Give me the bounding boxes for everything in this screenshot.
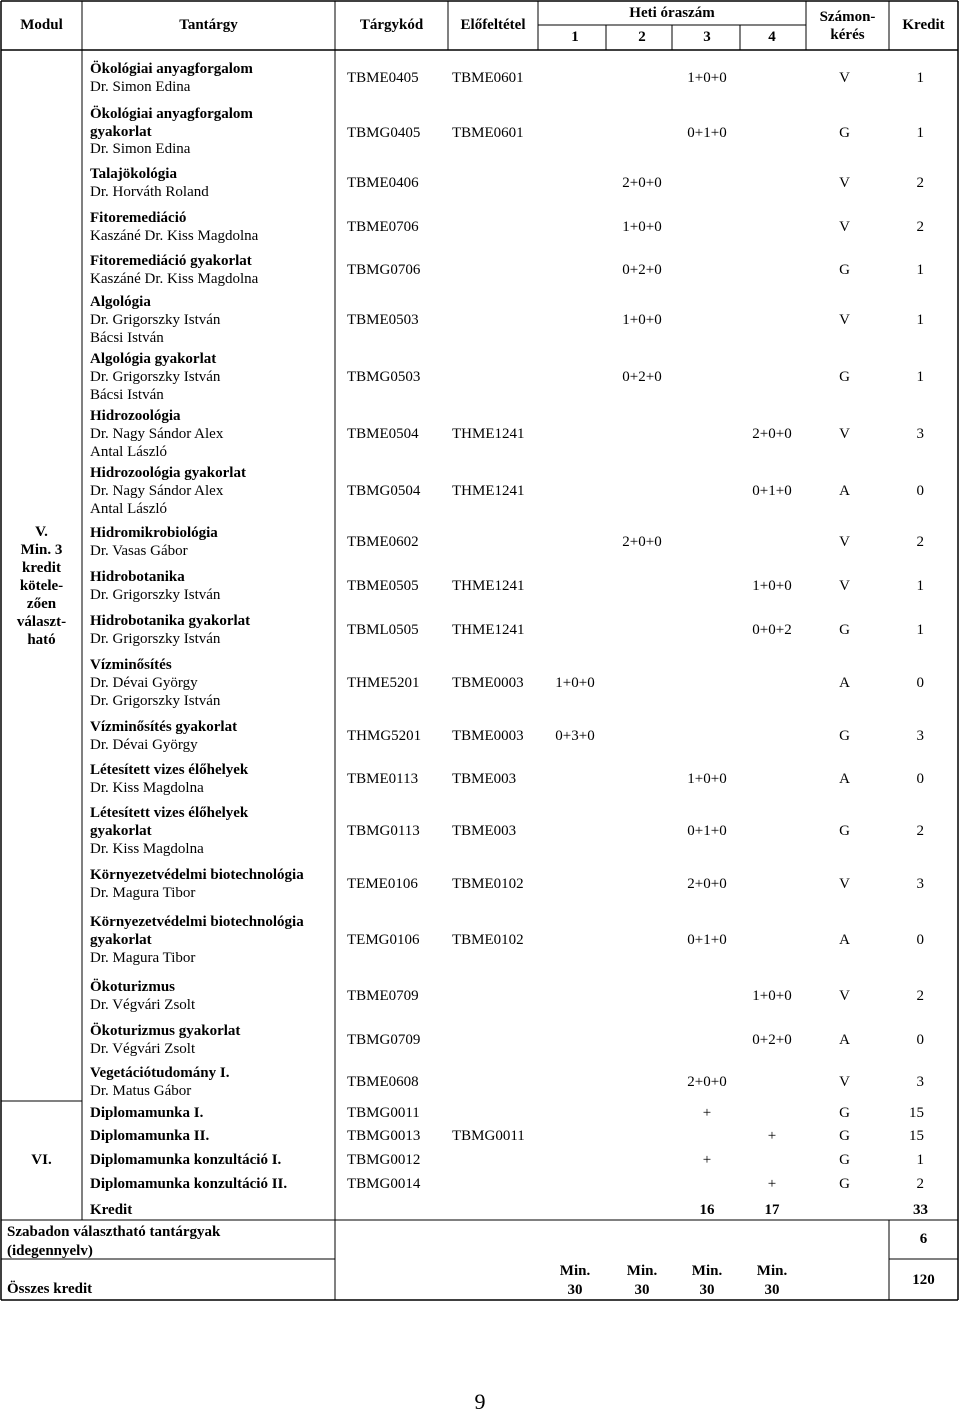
course-credit: 2 (916, 218, 924, 235)
osszes-label: Összes kredit (7, 1281, 93, 1297)
osszes-min-label: Min. (559, 1263, 591, 1279)
course-credit: 0 (916, 932, 924, 948)
course-title: Fitoremediáció (90, 209, 187, 226)
kredit-label: Kredit (90, 1202, 133, 1218)
course-prereq: TBME0601 (452, 124, 524, 141)
course-hours: 1+0+0 (622, 218, 662, 235)
header-szamonkeres: Számon- (819, 9, 876, 25)
course-title: Hidrozoológia (90, 407, 181, 424)
course-hours: 0+1+0 (687, 124, 727, 141)
course-code: TBME0602 (347, 533, 419, 550)
header-sem-3: 3 (703, 29, 711, 45)
course-exam: V (839, 1073, 850, 1090)
course-hours: 0+1+0 (687, 823, 727, 839)
course-hours: 2+0+0 (752, 425, 792, 442)
course-detail: Dr. Simon Edina (90, 78, 191, 95)
course-detail: Bácsi István (90, 330, 164, 346)
course-prereq: TBME003 (452, 771, 517, 787)
course-hours: 1+0+0 (752, 988, 792, 1004)
course-credit: 0 (916, 482, 924, 499)
course-exam: G (839, 1128, 850, 1144)
course-prereq: THME1241 (452, 425, 525, 442)
course-hours: 0+2+0 (622, 368, 662, 385)
course-exam: V (839, 988, 850, 1004)
course-exam: A (839, 932, 850, 948)
course-credit: 0 (916, 675, 924, 691)
course-hours: 0+1+0 (752, 482, 792, 499)
osszes-min-value: 30 (634, 1282, 650, 1298)
course-credit: 3 (916, 727, 924, 744)
course-title: Környezetvédelmi biotechnológia (90, 866, 304, 883)
osszes-min-label: Min. (626, 1263, 658, 1279)
course-detail: Antal László (90, 443, 168, 460)
course-prereq: THME1241 (452, 578, 525, 594)
course-hours: 2+0+0 (687, 875, 727, 892)
course-title: Ökológiai anyagforgalom (90, 60, 253, 77)
course-detail: Kaszáné Dr. Kiss Magdolna (90, 271, 259, 287)
course-title: Fitoremediáció gyakorlat (90, 253, 252, 269)
course-credit: 1 (916, 622, 924, 638)
course-prereq: THME1241 (452, 622, 525, 638)
course-title: Környezetvédelmi biotechnológia (90, 914, 304, 930)
osszes-min-value: 30 (567, 1282, 583, 1298)
header-targykod: Tárgykód (359, 17, 424, 33)
course-exam: G (839, 1152, 850, 1168)
kredit-sem-3: 16 (699, 1202, 715, 1218)
course-credit: 1 (916, 368, 924, 385)
course-exam: V (839, 578, 850, 594)
course-code: TBMG0013 (347, 1128, 421, 1144)
course-credit: 15 (909, 1128, 924, 1144)
course-title: Vízminősítés gyakorlat (90, 718, 238, 735)
course-hours: 1+0+0 (622, 312, 662, 328)
course-detail: Dr. Horváth Roland (90, 183, 209, 200)
course-detail: Dr. Grigorszky István (90, 312, 221, 328)
kredit-total: 33 (913, 1202, 928, 1218)
header-heti-oraszam: Heti óraszám (629, 5, 715, 21)
course-credit: 2 (916, 174, 924, 191)
course-code: TEME0106 (347, 875, 418, 892)
module-v-label: ható (27, 631, 56, 648)
course-title: Algológia gyakorlat (90, 350, 217, 367)
szabadon-label: Szabadon választható tantárgyak (7, 1224, 221, 1240)
course-exam: V (839, 312, 850, 328)
course-code: TBME0505 (347, 578, 419, 594)
course-detail: Dr. Grigorszky István (90, 368, 221, 385)
course-hours: 0+3+0 (555, 727, 595, 744)
course-hours: + (702, 1104, 712, 1121)
course-code: TBME0503 (347, 312, 419, 328)
course-exam: A (839, 771, 850, 787)
course-credit: 1 (916, 124, 924, 141)
course-code: TBMG0405 (347, 124, 421, 141)
course-title: Ökoturizmus (90, 979, 176, 995)
course-exam: V (839, 875, 850, 892)
course-prereq: THME1241 (452, 482, 525, 499)
course-code: TBME0504 (347, 425, 419, 442)
course-code: TBMG0011 (347, 1104, 420, 1121)
course-title: Létesített vizes élőhelyek (90, 805, 249, 821)
course-hours: 0+0+2 (752, 622, 792, 638)
course-exam: G (839, 1104, 850, 1121)
course-detail: Dr. Dévai György (90, 736, 198, 753)
course-exam: G (839, 262, 850, 278)
osszes-min-label: Min. (756, 1263, 788, 1279)
course-title: Hidrozoológia gyakorlat (90, 464, 246, 481)
course-credit: 0 (916, 1032, 924, 1048)
course-detail: Dr. Kiss Magdolna (90, 841, 204, 857)
header-tantargy: Tantárgy (179, 17, 238, 33)
course-code: TBMG0113 (347, 823, 420, 839)
course-credit: 1 (916, 262, 924, 278)
course-title: Hidrobotanika (90, 569, 185, 585)
course-code: TBMG0012 (347, 1152, 421, 1168)
course-prereq: TBME0102 (452, 932, 524, 948)
course-detail: Dr. Vasas Gábor (90, 542, 188, 559)
course-code: TBMG0014 (347, 1176, 421, 1192)
course-detail: gyakorlat (90, 932, 152, 948)
course-title: Ökoturizmus gyakorlat (90, 1023, 241, 1039)
course-title: Diplomamunka I. (90, 1104, 204, 1121)
module-v-label: választ- (16, 613, 67, 630)
course-title: Talajökológia (90, 165, 177, 182)
course-credit: 15 (909, 1104, 924, 1121)
course-hours: + (767, 1176, 777, 1192)
course-exam: A (839, 1032, 850, 1048)
module-v-label: kredit (22, 559, 61, 576)
module-v-label: V. (35, 523, 48, 540)
module-v-label: kötele- (19, 577, 64, 594)
course-code: TBME0406 (347, 174, 419, 191)
course-prereq: TBME003 (452, 823, 517, 839)
course-hours: 1+0+0 (752, 578, 792, 594)
course-title: Vízminősítés (90, 657, 172, 673)
course-detail: Dr. Magura Tibor (90, 950, 196, 966)
szabadon-label: (idegennyelv) (7, 1243, 93, 1259)
header-sem-4: 4 (768, 29, 776, 45)
course-exam: V (839, 425, 850, 442)
module-vi-label: VI. (31, 1152, 52, 1168)
course-code: THME5201 (347, 675, 420, 691)
osszes-min-value: 30 (699, 1282, 715, 1298)
course-exam: V (839, 533, 850, 550)
course-title: Diplomamunka konzultáció II. (90, 1176, 288, 1192)
header-elofeltetel: Előfeltétel (460, 17, 526, 33)
course-credit: 2 (916, 988, 924, 1004)
course-exam: A (839, 675, 850, 691)
course-detail: Antal László (90, 500, 168, 517)
course-hours: 2+0+0 (622, 174, 662, 191)
course-hours: + (767, 1128, 777, 1144)
course-code: TBME0405 (347, 69, 419, 86)
course-code: TBME0709 (347, 988, 419, 1004)
course-title: Diplomamunka konzultáció I. (90, 1152, 282, 1168)
course-exam: G (839, 727, 850, 744)
course-credit: 3 (916, 1073, 924, 1090)
header-sem-2: 2 (638, 29, 646, 45)
course-credit: 1 (916, 312, 924, 328)
header-modul: Modul (20, 17, 63, 33)
course-hours: 2+0+0 (622, 533, 662, 550)
module-v-label: zően (26, 595, 57, 612)
course-exam: V (839, 174, 850, 191)
course-detail: Dr. Grigorszky István (90, 631, 221, 647)
course-code: TEMG0106 (347, 932, 420, 948)
course-detail: Dr. Végvári Zsolt (90, 1041, 196, 1057)
course-code: TBML0505 (347, 622, 419, 638)
page-number: 9 (474, 1389, 486, 1414)
course-exam: G (839, 823, 850, 839)
course-hours: 0+1+0 (687, 932, 727, 948)
course-code: TBMG0503 (347, 368, 421, 385)
course-hours: + (702, 1152, 712, 1168)
osszes-min-value: 30 (764, 1282, 780, 1298)
course-detail: Dr. Dévai György (90, 675, 198, 691)
kredit-sem-4: 17 (764, 1202, 780, 1218)
course-detail: Dr. Magura Tibor (90, 884, 196, 901)
course-exam: G (839, 368, 850, 385)
course-exam: V (839, 218, 850, 235)
course-code: THMG5201 (347, 727, 422, 744)
course-credit: 1 (916, 578, 924, 594)
course-hours: 1+0+0 (687, 771, 727, 787)
module-v-label: Min. 3 (20, 541, 63, 558)
course-prereq: TBME0003 (452, 727, 524, 744)
course-exam: A (839, 482, 850, 499)
header-sem-1: 1 (571, 29, 579, 45)
course-prereq: TBMG0011 (452, 1128, 525, 1144)
course-credit: 0 (916, 771, 924, 787)
course-code: TBME0608 (347, 1073, 419, 1090)
course-detail: Dr. Végvári Zsolt (90, 997, 196, 1013)
course-detail: gyakorlat (90, 823, 152, 839)
course-hours: 1+0+0 (555, 675, 595, 691)
course-credit: 1 (916, 1152, 924, 1168)
course-title: Hidrobotanika gyakorlat (90, 613, 251, 629)
header-kredit: Kredit (902, 17, 945, 33)
course-title: Vegetációtudomány I. (90, 1064, 230, 1081)
course-exam: V (839, 69, 850, 86)
course-hours: 0+2+0 (622, 262, 662, 278)
course-detail: Dr. Kiss Magdolna (90, 780, 204, 796)
course-credit: 3 (916, 875, 924, 892)
course-hours: 1+0+0 (687, 69, 727, 86)
course-code: TBMG0706 (347, 262, 421, 278)
course-detail: gyakorlat (90, 123, 152, 140)
course-title: Hidromikrobiológia (90, 524, 218, 541)
course-title: Algológia (90, 294, 151, 310)
course-detail: Kaszáné Dr. Kiss Magdolna (90, 227, 259, 244)
course-detail: Dr. Simon Edina (90, 141, 191, 158)
course-title: Létesített vizes élőhelyek (90, 762, 249, 778)
course-hours: 2+0+0 (687, 1073, 727, 1090)
szabadon-credit: 6 (919, 1231, 928, 1247)
course-code: TBME0706 (347, 218, 419, 235)
course-detail: Dr. Nagy Sándor Alex (90, 482, 224, 499)
course-exam: G (839, 124, 850, 141)
course-credit: 1 (916, 69, 924, 86)
osszes-min-label: Min. (691, 1263, 723, 1279)
course-credit: 3 (916, 425, 924, 442)
course-credit: 2 (916, 823, 924, 839)
header-szamonkeres: kérés (830, 27, 865, 43)
course-exam: G (839, 1176, 850, 1192)
course-prereq: TBME0102 (452, 875, 524, 892)
course-prereq: TBME0003 (452, 675, 524, 691)
course-detail: Dr. Grigorszky István (90, 587, 221, 603)
course-code: TBMG0709 (347, 1032, 421, 1048)
course-code: TBMG0504 (347, 482, 421, 499)
course-exam: G (839, 622, 850, 638)
course-title: Diplomamunka II. (90, 1128, 210, 1144)
course-detail: Dr. Nagy Sándor Alex (90, 425, 224, 442)
course-credit: 2 (916, 1176, 924, 1192)
osszes-total: 120 (912, 1272, 935, 1288)
course-hours: 0+2+0 (752, 1032, 792, 1048)
course-code: TBME0113 (347, 771, 419, 787)
course-prereq: TBME0601 (452, 69, 524, 86)
course-detail: Dr. Grigorszky István (90, 693, 221, 709)
course-detail: Bácsi István (90, 386, 164, 403)
course-credit: 2 (916, 533, 924, 550)
course-detail: Dr. Matus Gábor (90, 1082, 192, 1099)
course-title: Ökológiai anyagforgalom (90, 106, 253, 122)
